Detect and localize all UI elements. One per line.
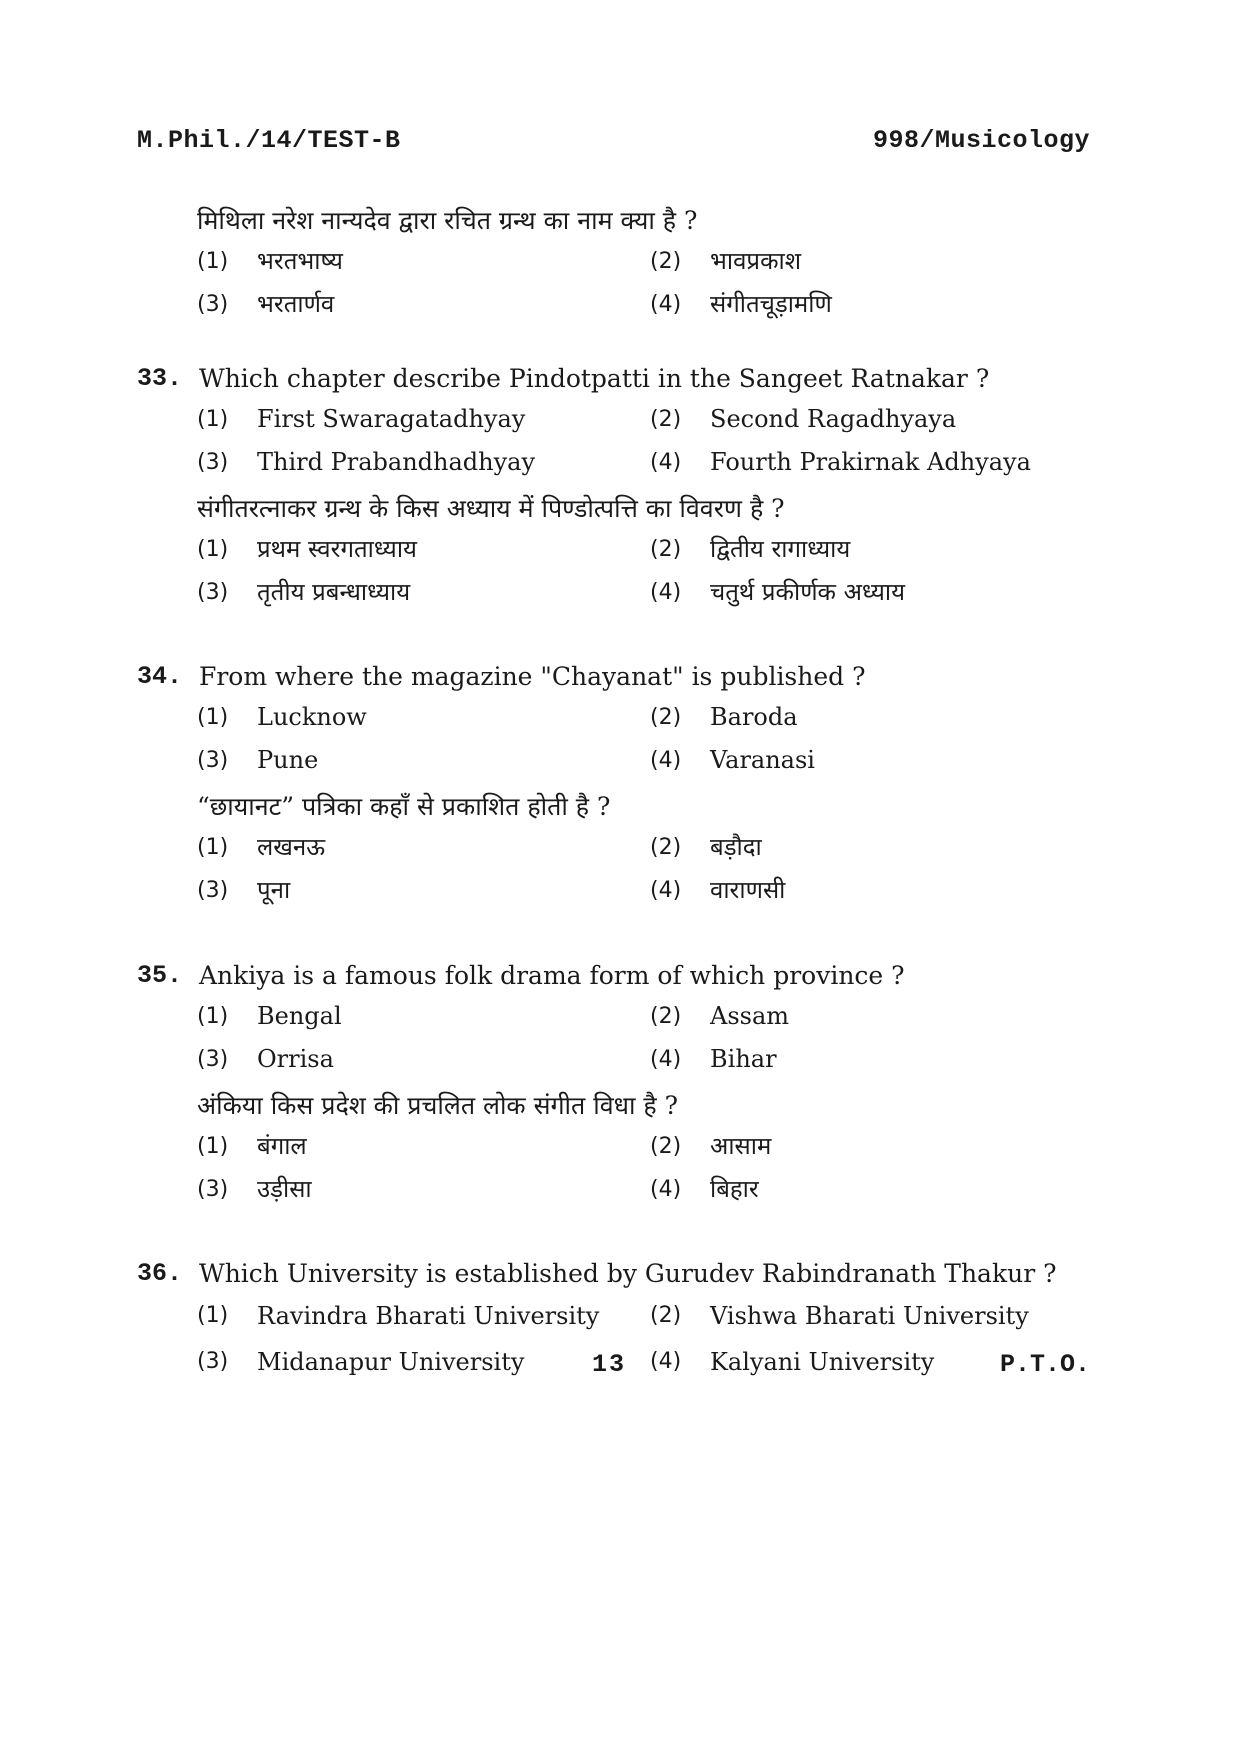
question-35: 35. Ankiya is a famous folk drama form of which province ? (1) Bengal (2) Assam (3) Orrisa (4) Bihar अंकिया किस प्रदेश की प्रचलित लोक संगीत विधा है ? (1) बंगाल (2) आसाम (3) उड़ीसा (4) बिहार [137,957,1097,1211]
question-text: Which University is established by Gurudev Rabindranath Thakur ? [199,1259,1057,1288]
question-33: 33. Which chapter describe Pindotpatti in the Sangeet Ratnakar ? (1) First Swaragatadhyay (2) Second Ragadhyaya (3) Third Prabandhadhyay (4) Fourth Prakirnak Adhyaya संगीतरत्नाकर ग्रन्थ के किस अध्याय में पिण्डोत्पत्ति का विवरण है ? (1) प्रथम स्वरगताध्याय (2) द्वितीय रागाध्याय (3) तृतीय प्रबन्धाध्याय (4) चतुर्थ प्रकीर्णक अध्याय [137,360,1097,614]
paper-code: M.Phil./14/TEST-B [137,126,401,155]
question-text: From where the magazine "Chayanat" is published ? [199,662,866,691]
pto-label: P.T.O. [999,1350,1090,1379]
question-text-hindi: अंकिया किस प्रदेश की प्रचलित लोक संगीत विधा है ? [197,1091,679,1120]
question-number: 36. [137,1259,183,1288]
question-number: 34. [137,662,183,691]
question-number: 33. [137,364,183,393]
question-36: 36. Which University is established by Gurudev Rabindranath Thakur ? (1) Ravindra Bharati University (2) Vishwa Bharati University (3) Midanapur University (4) Kalyani University [137,1255,1097,1385]
subject-code: 998/Musicology [872,126,1090,155]
page-number: 13 [592,1350,627,1379]
question-text-hindi: “छायानट” पत्रिका कहाँ से प्रकाशित होती है ? [197,792,611,821]
question-text-hindi: मिथिला नरेश नान्यदेव द्वारा रचित ग्रन्थ का नाम क्या है ? [197,206,698,235]
question-text: Ankiya is a famous folk drama form of which province ? [199,961,905,990]
question-34: 34. From where the magazine "Chayanat" is published ? (1) Lucknow (2) Baroda (3) Pune (4) Varanasi “छायानट” पत्रिका कहाँ से प्रकाशित होती है ? (1) लखनऊ (2) बड़ौदा (3) पूना (4) वाराणसी [137,658,1097,912]
question-text: Which chapter describe Pindotpatti in the Sangeet Ratnakar ? [199,364,990,393]
question-number: 35. [137,961,183,990]
question-text-hindi: संगीतरत्नाकर ग्रन्थ के किस अध्याय में पिण्डोत्पत्ति का विवरण है ? [197,494,785,523]
question-32-hindi: मिथिला नरेश नान्यदेव द्वारा रचित ग्रन्थ का नाम क्या है ? (1) भरतभाष्य (2) भावप्रकाश (3) भरतार्णव (4) संगीतचूड़ामणि [137,202,1097,326]
